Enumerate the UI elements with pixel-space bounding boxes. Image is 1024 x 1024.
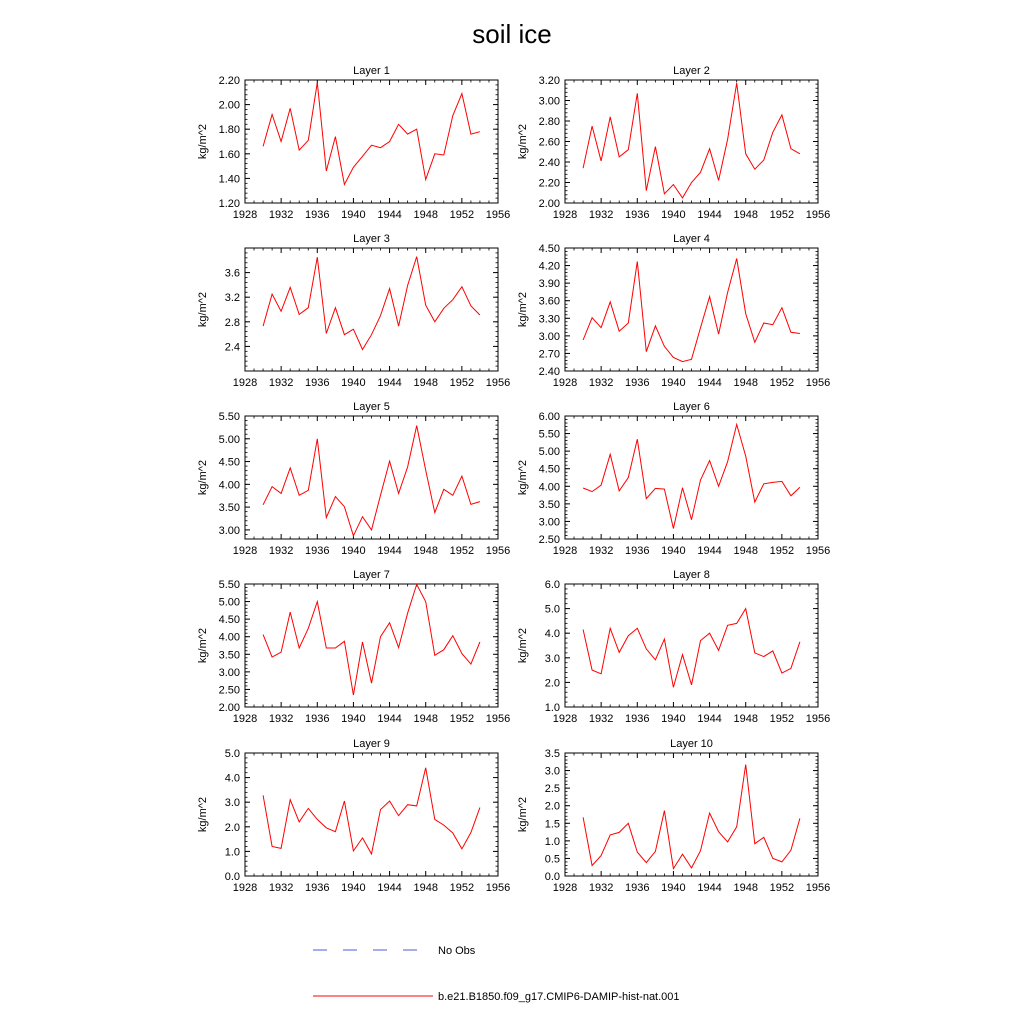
x-tick-label: 1936: [305, 713, 330, 725]
y-tick-label: 2.00: [218, 99, 240, 112]
y-tick-label: 2.80: [538, 116, 560, 128]
y-tick-label: 2.50: [538, 534, 560, 546]
y-tick-label: 3.0: [224, 797, 240, 810]
x-tick-label: 1944: [377, 713, 402, 725]
y-axis-label: kg/m^2: [517, 123, 529, 160]
y-tick-label: 4.00: [218, 631, 240, 644]
y-tick-label: 3.6: [224, 267, 240, 280]
x-tick-label: 1956: [805, 209, 831, 221]
y-tick-label: 3.0: [544, 765, 560, 778]
y-tick-label: 4.50: [538, 463, 560, 476]
x-tick-label: 1944: [377, 377, 402, 389]
y-tick-label: 4.20: [538, 260, 560, 273]
x-tick-label: 1956: [485, 377, 511, 389]
y-tick-label: 2.50: [218, 684, 240, 697]
x-tick-label: 1948: [413, 545, 438, 557]
x-tick-label: 1932: [588, 209, 614, 221]
x-tick-label: 1932: [588, 882, 614, 894]
x-tick-label: 1944: [697, 545, 722, 557]
panel-title: Layer 5: [353, 401, 390, 413]
y-tick-label: 3.50: [218, 649, 240, 662]
x-tick-label: 1944: [377, 209, 402, 221]
x-tick-label: 1940: [341, 377, 366, 389]
y-tick-label: 3.5: [544, 748, 560, 760]
x-tick-label: 1940: [661, 377, 686, 389]
y-tick-label: 5.00: [218, 596, 240, 609]
panel-title: Layer 10: [670, 738, 713, 750]
x-tick-label: 1944: [377, 882, 402, 894]
x-tick-label: 1940: [661, 209, 686, 221]
panel-title: Layer 8: [673, 569, 710, 581]
x-tick-label: 1928: [552, 713, 578, 725]
panel-title: Layer 4: [673, 233, 710, 245]
y-axis-label: kg/m^2: [517, 627, 529, 664]
y-tick-label: 2.4: [224, 341, 240, 354]
y-axis-label: kg/m^2: [197, 123, 209, 160]
y-tick-label: 5.50: [218, 579, 240, 591]
y-tick-label: 1.80: [218, 124, 240, 137]
y-tick-label: 3.60: [538, 295, 560, 308]
panel-title: Layer 1: [353, 65, 390, 77]
x-tick-label: 1932: [268, 713, 294, 725]
x-tick-label: 1940: [341, 545, 366, 557]
y-tick-label: 1.0: [544, 835, 560, 848]
y-tick-label: 3.00: [538, 330, 560, 343]
x-tick-label: 1956: [485, 713, 511, 725]
x-tick-label: 1932: [588, 713, 614, 725]
x-tick-label: 1952: [769, 545, 795, 557]
x-tick-label: 1948: [733, 882, 758, 894]
y-tick-label: 5.50: [538, 428, 560, 441]
y-tick-label: 1.60: [218, 148, 240, 161]
x-tick-label: 1936: [305, 209, 330, 221]
y-tick-label: 0.0: [544, 871, 560, 883]
x-tick-label: 1928: [232, 377, 258, 389]
y-tick-label: 2.70: [538, 348, 560, 361]
x-tick-label: 1940: [661, 882, 686, 894]
panel-title: Layer 9: [353, 738, 390, 750]
x-tick-label: 1932: [268, 882, 294, 894]
x-tick-label: 1936: [305, 882, 330, 894]
y-tick-label: 3.00: [538, 95, 560, 108]
y-tick-label: 3.00: [218, 524, 240, 537]
y-tick-label: 3.00: [218, 666, 240, 679]
x-tick-label: 1936: [625, 713, 650, 725]
x-tick-label: 1948: [413, 377, 438, 389]
y-tick-label: 4.00: [218, 479, 240, 492]
y-tick-label: 6.0: [544, 579, 560, 591]
x-tick-label: 1936: [625, 377, 650, 389]
y-tick-label: 3.20: [538, 75, 560, 87]
x-tick-label: 1948: [733, 377, 758, 389]
x-tick-label: 1952: [449, 209, 475, 221]
y-tick-label: 3.2: [224, 292, 240, 305]
y-tick-label: 6.00: [538, 411, 560, 423]
y-tick-label: 2.40: [538, 366, 560, 378]
x-tick-label: 1944: [697, 209, 722, 221]
panel-title: Layer 3: [353, 233, 390, 245]
panel-title: Layer 7: [353, 569, 390, 581]
x-tick-label: 1936: [625, 209, 650, 221]
y-axis-label: kg/m^2: [197, 627, 209, 664]
y-tick-label: 4.00: [538, 481, 560, 494]
y-tick-label: 4.0: [224, 772, 240, 785]
x-tick-label: 1956: [485, 209, 511, 221]
y-tick-label: 3.00: [538, 516, 560, 529]
x-tick-label: 1928: [232, 713, 258, 725]
y-tick-label: 3.50: [218, 502, 240, 515]
y-axis-label: kg/m^2: [197, 459, 209, 496]
x-tick-label: 1936: [305, 545, 330, 557]
x-tick-label: 1948: [413, 209, 438, 221]
x-tick-label: 1956: [805, 713, 831, 725]
x-tick-label: 1956: [805, 545, 831, 557]
x-tick-label: 1948: [413, 713, 438, 725]
y-tick-label: 1.0: [544, 702, 560, 714]
y-tick-label: 2.8: [224, 316, 240, 329]
y-tick-label: 2.0: [544, 800, 560, 813]
y-axis-label: kg/m^2: [197, 291, 209, 328]
y-axis-label: kg/m^2: [197, 796, 209, 833]
y-tick-label: 5.00: [218, 433, 240, 446]
y-tick-label: 1.0: [224, 846, 240, 859]
y-tick-label: 4.50: [218, 614, 240, 627]
x-tick-label: 1952: [769, 377, 795, 389]
panel-title: Layer 6: [673, 401, 710, 413]
x-tick-label: 1952: [769, 882, 795, 894]
x-tick-label: 1952: [449, 377, 475, 389]
y-tick-label: 3.30: [538, 313, 560, 326]
y-tick-label: 0.5: [544, 853, 560, 866]
y-tick-label: 3.90: [538, 278, 560, 291]
x-tick-label: 1940: [661, 545, 686, 557]
y-tick-label: 2.00: [218, 702, 240, 714]
x-tick-label: 1956: [485, 882, 511, 894]
y-axis-label: kg/m^2: [517, 796, 529, 833]
y-axis-label: kg/m^2: [517, 291, 529, 328]
x-tick-label: 1956: [805, 377, 831, 389]
x-tick-label: 1932: [588, 377, 614, 389]
x-tick-label: 1928: [552, 545, 578, 557]
y-tick-label: 5.00: [538, 446, 560, 459]
y-tick-label: 5.0: [224, 748, 240, 760]
y-tick-label: 4.50: [218, 456, 240, 469]
x-tick-label: 1948: [733, 545, 758, 557]
x-tick-label: 1944: [697, 713, 722, 725]
x-tick-label: 1944: [697, 377, 722, 389]
y-tick-label: 2.20: [218, 75, 240, 87]
x-tick-label: 1956: [485, 545, 511, 557]
panel-title: Layer 2: [673, 65, 710, 77]
y-tick-label: 1.40: [218, 173, 240, 186]
x-tick-label: 1928: [552, 209, 578, 221]
y-tick-label: 1.20: [218, 198, 240, 210]
x-tick-label: 1932: [268, 377, 294, 389]
y-tick-label: 5.0: [544, 603, 560, 616]
y-tick-label: 3.0: [544, 652, 560, 665]
y-tick-label: 2.60: [538, 136, 560, 149]
x-tick-label: 1956: [805, 882, 831, 894]
y-tick-label: 2.0: [224, 821, 240, 834]
x-tick-label: 1928: [232, 545, 258, 557]
y-tick-label: 2.40: [538, 157, 560, 169]
y-tick-label: 4.0: [544, 628, 560, 641]
x-tick-label: 1948: [413, 882, 438, 894]
x-tick-label: 1940: [661, 713, 686, 725]
x-tick-label: 1932: [268, 209, 294, 221]
y-tick-label: 1.5: [544, 818, 560, 831]
x-tick-label: 1928: [232, 209, 258, 221]
x-tick-label: 1952: [449, 713, 475, 725]
x-tick-label: 1936: [625, 882, 650, 894]
y-axis-label: kg/m^2: [517, 459, 529, 496]
x-tick-label: 1952: [449, 882, 475, 894]
y-tick-label: 2.5: [544, 783, 560, 796]
x-tick-label: 1928: [552, 377, 578, 389]
x-tick-label: 1952: [769, 713, 795, 725]
x-tick-label: 1940: [341, 713, 366, 725]
x-tick-label: 1948: [733, 209, 758, 221]
x-tick-label: 1932: [268, 545, 294, 557]
legend-label-no-obs: No Obs: [438, 945, 476, 957]
x-tick-label: 1928: [232, 882, 258, 894]
x-tick-label: 1948: [733, 713, 758, 725]
x-tick-label: 1940: [341, 882, 366, 894]
x-tick-label: 1932: [588, 545, 614, 557]
x-tick-label: 1936: [305, 377, 330, 389]
x-tick-label: 1936: [625, 545, 650, 557]
y-tick-label: 2.20: [538, 177, 560, 190]
y-tick-label: 5.50: [218, 411, 240, 423]
y-tick-label: 0.0: [224, 871, 240, 883]
y-tick-label: 4.50: [538, 243, 560, 255]
x-tick-label: 1952: [449, 545, 475, 557]
y-tick-label: 2.0: [544, 677, 560, 690]
x-tick-label: 1928: [552, 882, 578, 894]
legend-label-model-run: b.e21.B1850.f09_g17.CMIP6-DAMIP-hist-nat.001: [438, 991, 680, 1003]
x-tick-label: 1952: [769, 209, 795, 221]
x-tick-label: 1944: [697, 882, 722, 894]
y-tick-label: 3.50: [538, 498, 560, 511]
x-tick-label: 1940: [341, 209, 366, 221]
y-tick-label: 2.00: [538, 198, 560, 210]
figure-title: soil ice: [472, 19, 552, 49]
x-tick-label: 1944: [377, 545, 402, 557]
